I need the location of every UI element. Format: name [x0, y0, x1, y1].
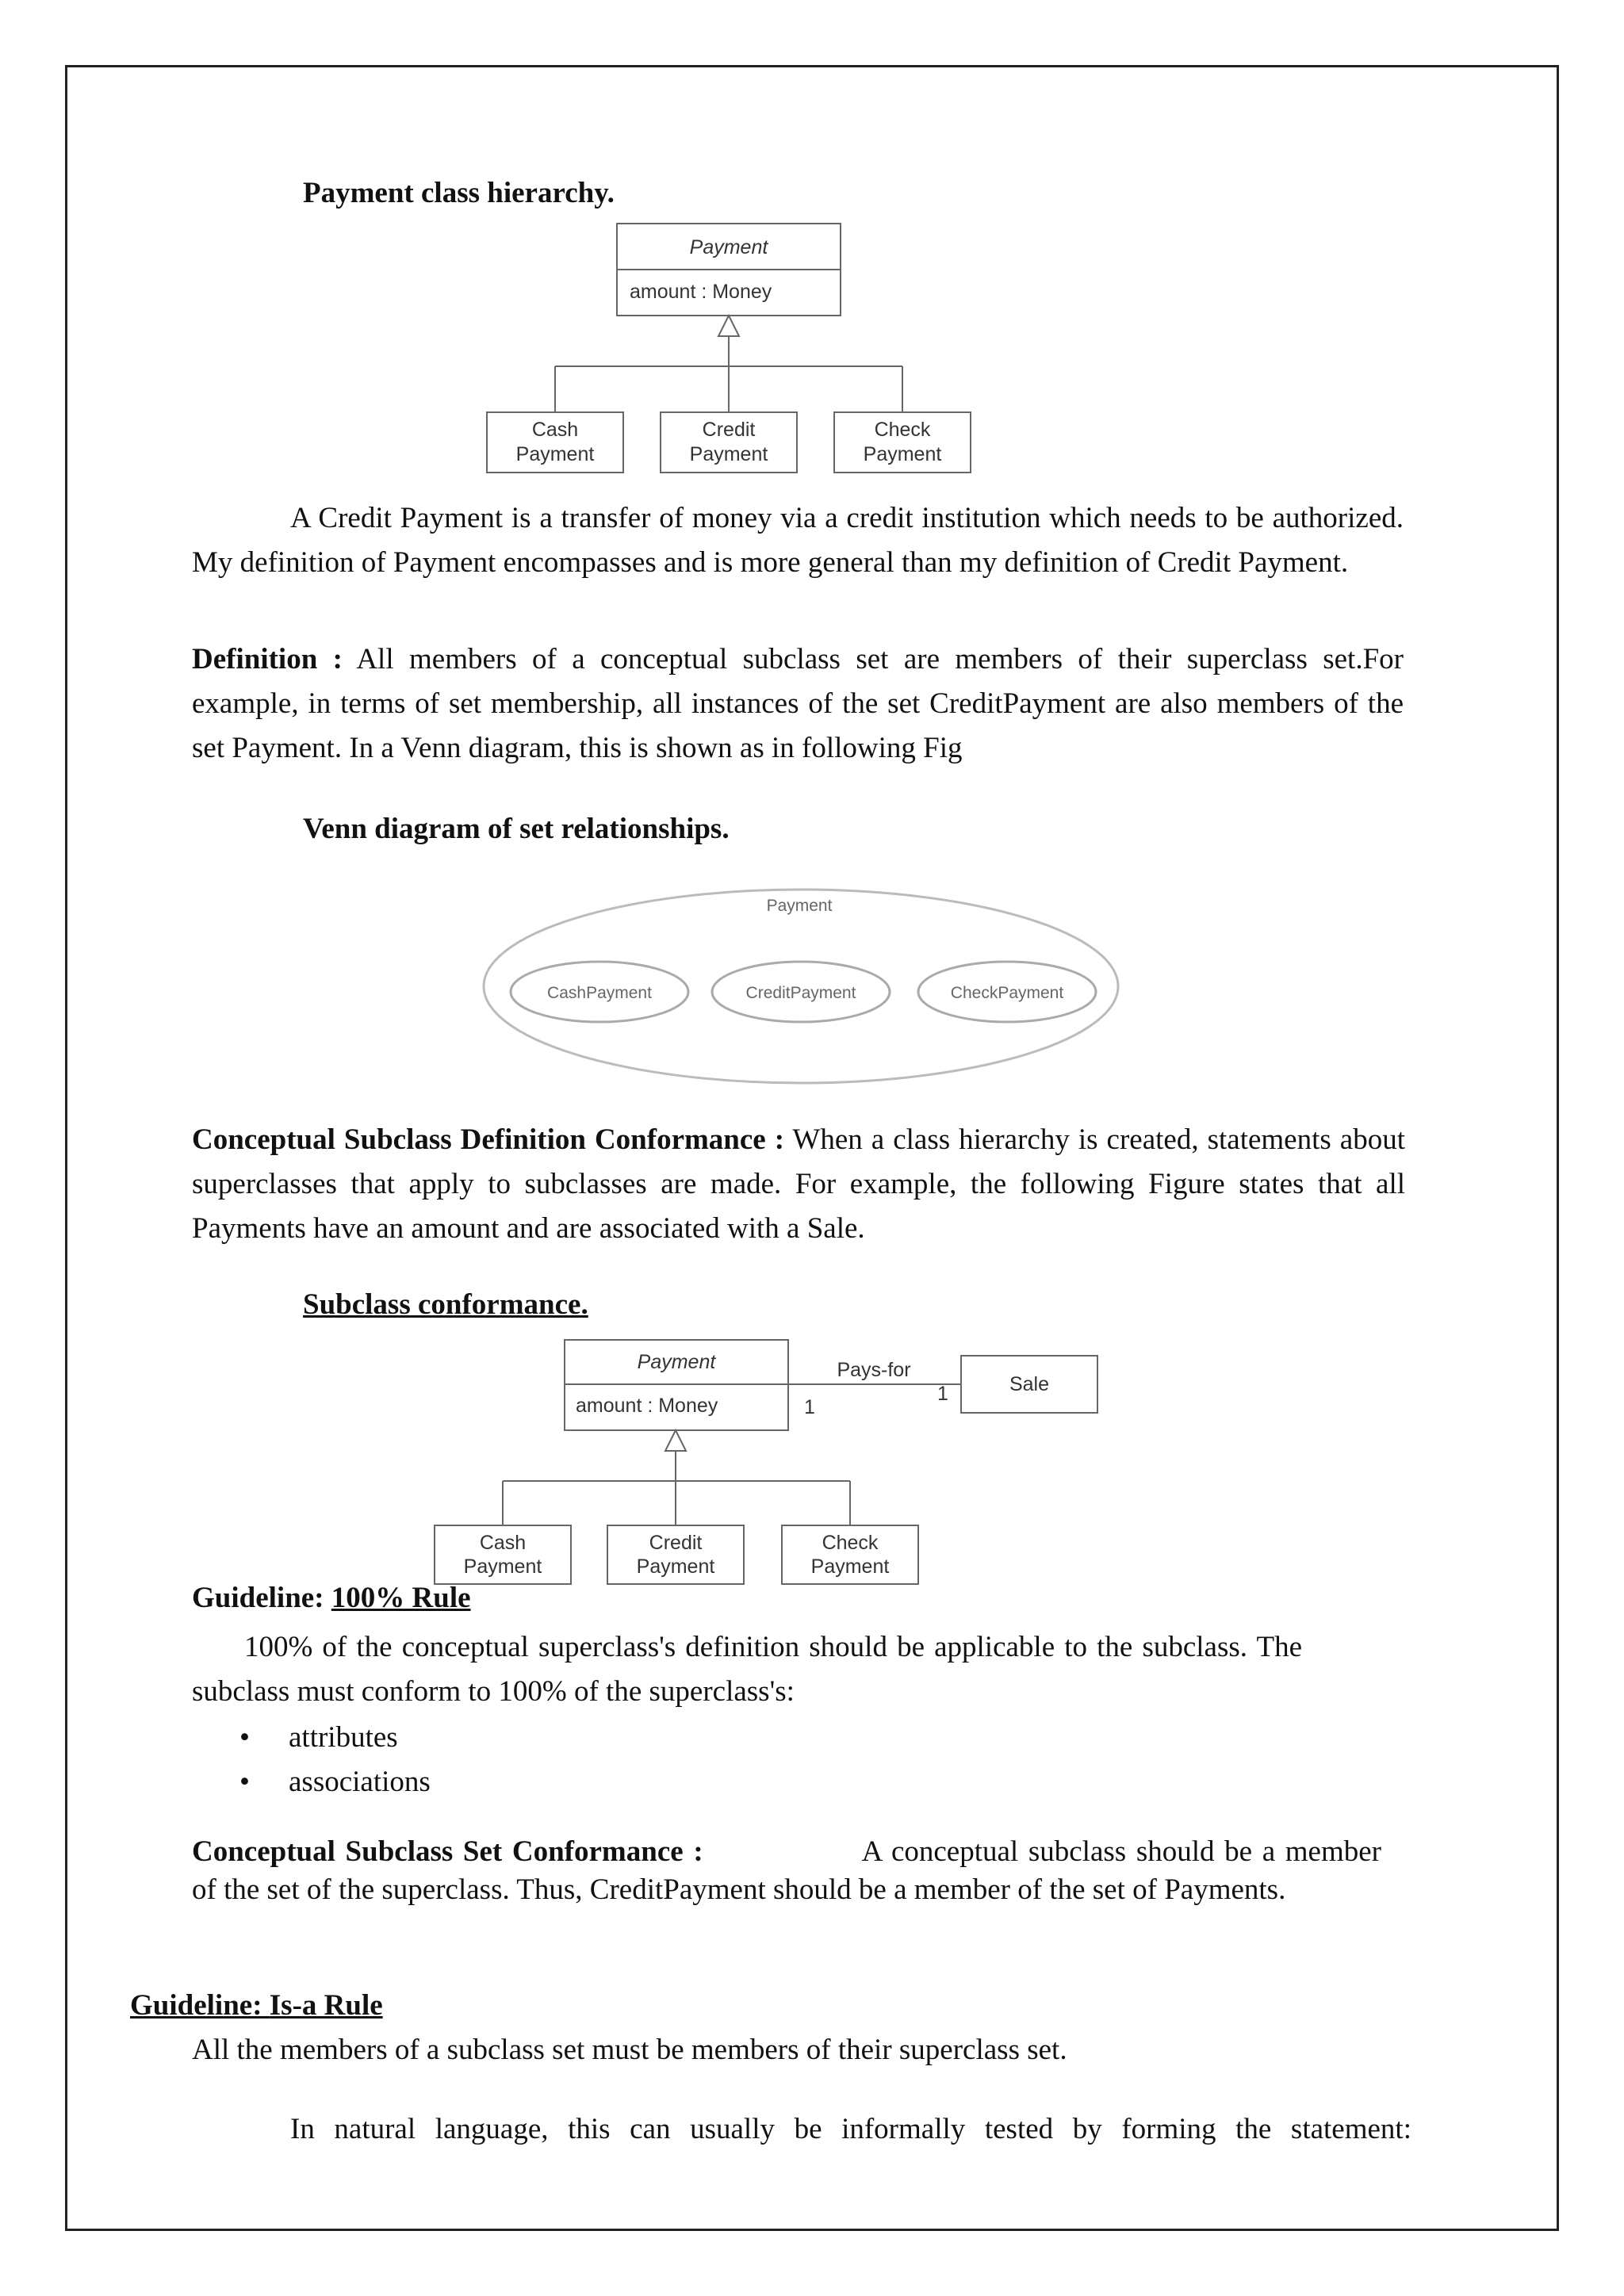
- guideline-isa-title: Is-a Rule: [269, 1989, 383, 2022]
- definition-paragraph: [192, 637, 1404, 771]
- class-hierarchy-diagram: [476, 219, 983, 480]
- cash-label-2: Payment: [515, 443, 595, 465]
- venn-outer-label: Payment: [766, 897, 833, 915]
- venn-credit-label: CreditPayment: [745, 984, 856, 1002]
- subclass-conformance-diagram: [420, 1332, 1110, 1589]
- payment-attribute: amount : Money: [630, 281, 772, 303]
- cssc-paragraph: [192, 1833, 1381, 1909]
- venn-cash-label: CashPayment: [547, 984, 652, 1002]
- caption-class-hierarchy: Payment class hierarchy.: [303, 177, 615, 209]
- venn-diagram: [476, 885, 1126, 1091]
- multiplicity-left: 1: [804, 1396, 815, 1418]
- cssc-label: Conceptual Subclass Set Conformance :: [192, 1835, 703, 1868]
- cash-label-2a: Cash: [479, 1532, 527, 1554]
- definition-label: Definition :: [192, 643, 343, 675]
- cssc-body: A conceptual subclass should be a member of the set of the superclass. Thus, CreditPayment should be a member of the set of Payments.: [192, 1835, 1382, 1906]
- payment-class-name: Payment: [689, 236, 768, 258]
- bullet-attributes: • attributes: [192, 1716, 985, 1760]
- multiplicity-right: 1: [937, 1383, 948, 1405]
- payment-class-name-2: Payment: [637, 1351, 716, 1373]
- csdc-label: Conceptual Subclass Definition Conformance :: [192, 1123, 785, 1156]
- cash-label-1: Cash: [531, 419, 579, 441]
- check-label-1: Check: [874, 419, 931, 441]
- check-label-2a: Check: [822, 1532, 879, 1554]
- venn-check-label: CheckPayment: [950, 984, 1064, 1002]
- guideline-100-label: Guideline:: [192, 1582, 324, 1614]
- pays-for-label: Pays-for: [837, 1359, 911, 1381]
- credit-label-2: Payment: [689, 443, 768, 465]
- guideline-isa-heading: [130, 1988, 383, 2022]
- guideline-100-title: 100% Rule: [331, 1582, 471, 1614]
- csdc-paragraph: [192, 1118, 1405, 1251]
- credit-label-2b: Payment: [636, 1556, 715, 1578]
- credit-payment-paragraph: A Credit Payment is a transfer of money via a credit institution which needs to be authorized. My definition of Payment encompasses and is more general than my definition of Credit Payment.: [192, 502, 1404, 579]
- check-label-2: Payment: [863, 443, 942, 465]
- guideline-isa-paragraph: All the members of a subclass set must be members of their superclass set.: [192, 2034, 1067, 2066]
- definition-body: All members of a conceptual subclass set are members of their superclass set.For example, in terms of set membership, all instances of the set CreditPayment are also members of the set Payment. In a Venn diagram, this is shown as in following Fig: [192, 643, 1404, 764]
- generalization-arrow: [718, 316, 739, 336]
- sale-class-name: Sale: [1009, 1373, 1050, 1395]
- credit-label-2a: Credit: [649, 1532, 703, 1554]
- generalization-arrow-2: [665, 1430, 686, 1451]
- guideline-100-paragraph: 100% of the conceptual superclass's definition should be applicable to the subclass. The subclass must conform to 100% of the superclass's:: [192, 1631, 1302, 1708]
- guideline-isa-label: Guideline:: [130, 1989, 262, 2022]
- credit-label-1: Credit: [702, 419, 756, 441]
- natural-language-paragraph: In natural language, this can usually be informally tested by forming the statement:: [290, 2113, 1411, 2145]
- payment-attribute-2: amount : Money: [576, 1395, 718, 1417]
- caption-subclass-conformance: Subclass conformance.: [303, 1288, 588, 1321]
- guideline-100-heading: [192, 1581, 471, 1615]
- csdc-body: When a class hierarchy is created, statements about superclasses that apply to subclasses are made. For example, the following Figure states that all Payments have an amount and are associated with a Sale.: [192, 1123, 1405, 1245]
- bullet-associations: • associations: [192, 1760, 985, 1804]
- cash-label-2b: Payment: [463, 1556, 542, 1578]
- check-label-2b: Payment: [810, 1556, 890, 1578]
- conformance-bullet-list: [192, 1716, 985, 1804]
- caption-venn: Venn diagram of set relationships.: [303, 813, 730, 845]
